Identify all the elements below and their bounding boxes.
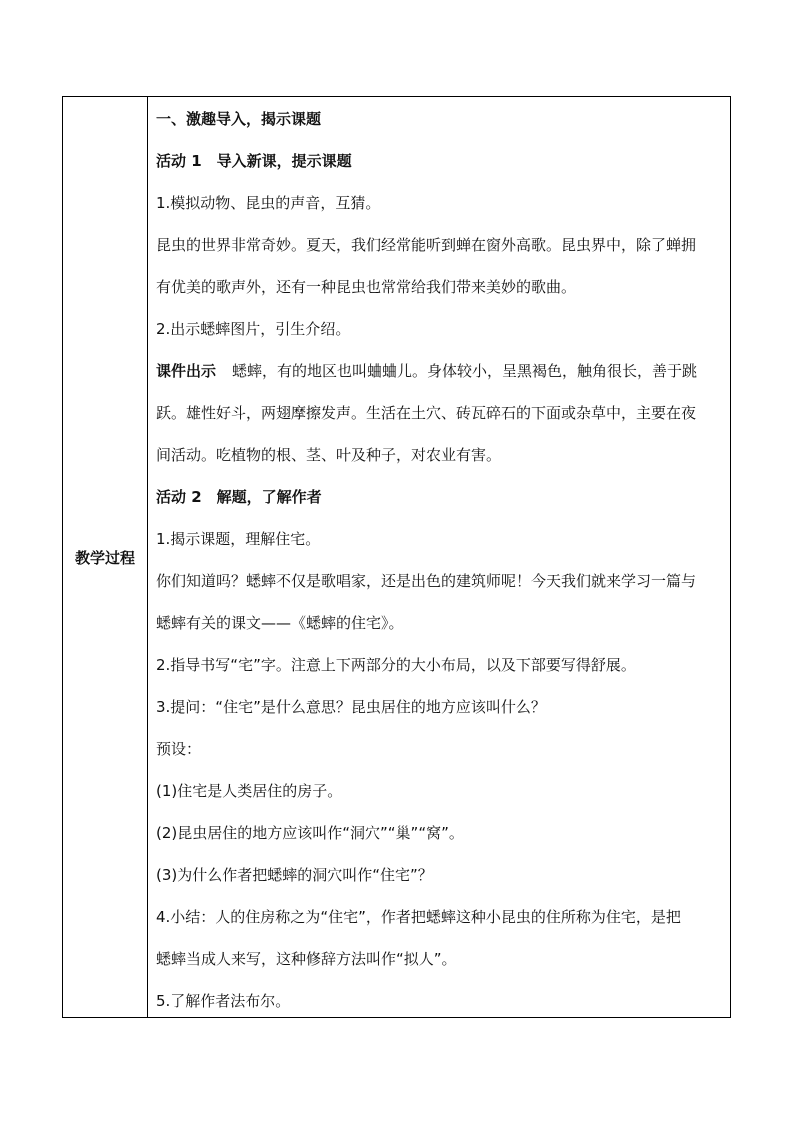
preset-item: (2)昆虫居住的地方应该叫作“洞穴”“巢”“窝”。 <box>156 824 464 842</box>
section-heading: 一、激趣导入，揭示课题 <box>156 110 322 128</box>
paragraph-line: 蟋蟀有关的课文——《蟋蟀的住宅》。 <box>156 614 404 632</box>
step-text: 5.了解作者法布尔。 <box>156 992 291 1010</box>
activity-1-heading: 活动 1 导入新课，提示课题 <box>156 152 352 170</box>
paragraph-line: 昆虫的世界非常奇妙。夏天，我们经常能听到蝉在窗外高歌。昆虫界中，除了蝉拥 <box>156 236 697 254</box>
activity-2-heading: 活动 2 解题，了解作者 <box>156 488 322 506</box>
summary-line: 4.小结：人的住房称之为“住宅”，作者把蟋蟀这种小昆虫的住所称为住宅，是把 <box>156 908 681 926</box>
preset-label: 预设： <box>156 740 202 758</box>
paragraph-line: 跃。雄性好斗，两翅摩擦发声。生活在土穴、砖瓦碎石的下面或杂草中，主要在夜 <box>156 404 697 422</box>
courseware-text: 蟋蟀，有的地区也叫蛐蛐儿。身体较小，呈黑褐色，触角很长，善于跳 <box>232 362 698 380</box>
paragraph-line: 你们知道吗？蟋蟀不仅是歌唱家，还是出色的建筑师呢！今天我们就来学习一篇与 <box>156 572 697 590</box>
paragraph-line: 有优美的歌声外，还有一种昆虫也常常给我们带来美妙的歌曲。 <box>156 278 577 296</box>
step-text: 1.揭示课题，理解住宅。 <box>156 530 321 548</box>
step-2-text: 2.出示蟋蟀图片，引生介绍。 <box>156 320 351 338</box>
courseware-line <box>156 361 724 381</box>
courseware-label: 课件出示 <box>156 362 217 380</box>
step-text: 2.指导书写“宅”字。注意上下两部分的大小布局，以及下部要写得舒展。 <box>156 656 636 674</box>
preset-item: (1)住宅是人类居住的房子。 <box>156 782 343 800</box>
row-label: 教学过程 <box>74 548 135 567</box>
lesson-table <box>62 96 731 1018</box>
step-1-text: 1.模拟动物、昆虫的声音，互猜。 <box>156 194 381 212</box>
content-cell <box>148 97 730 1017</box>
summary-line: 蟋蟀当成人来写，这种修辞方法叫作“拟人”。 <box>156 950 457 968</box>
step-text: 3.提问：“住宅”是什么意思？昆虫居住的地方应该叫什么？ <box>156 698 546 716</box>
row-label-cell <box>63 97 148 1017</box>
paragraph-line: 间活动。吃植物的根、茎、叶及种子，对农业有害。 <box>156 446 502 464</box>
preset-item: (3)为什么作者把蟋蟀的洞穴叫作“住宅”？ <box>156 866 433 884</box>
